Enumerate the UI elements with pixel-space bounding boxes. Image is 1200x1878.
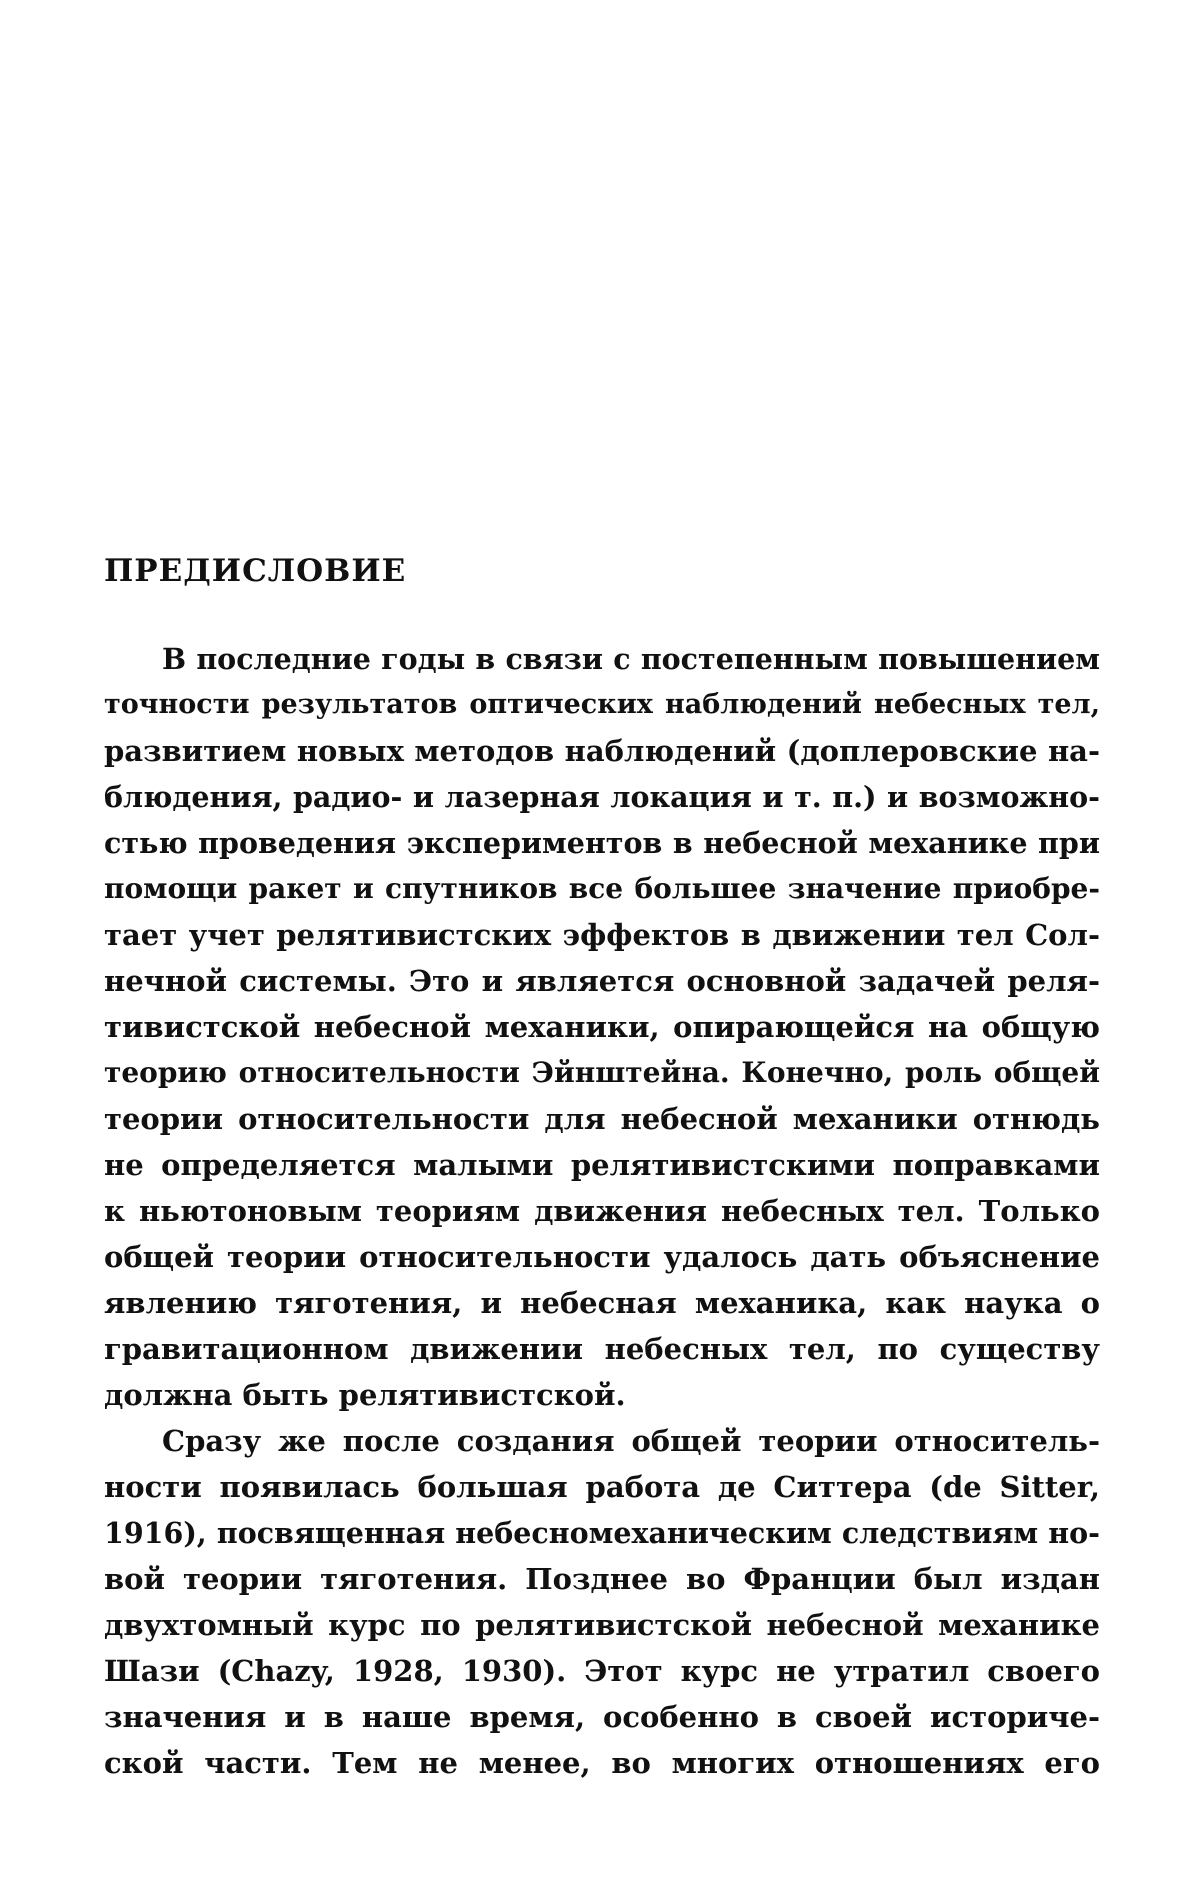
paragraph bbox=[104, 1418, 1100, 1786]
text-line: явлению тяготения, и небесная механика, как наука о bbox=[104, 1286, 1100, 1320]
text-line: ности появилась большая работа де Ситтера (de Sitter, bbox=[104, 1470, 1100, 1504]
text-line: точности результатов оптических наблюдений небесных тел, bbox=[104, 689, 1100, 720]
text-line: нечной системы. Это и является основной задачей реля- bbox=[104, 964, 1100, 998]
text-line: 1916), посвященная небесномеханическим следствиям но- bbox=[104, 1516, 1100, 1550]
text-line: общей теории относительности удалось дать объяснение bbox=[104, 1240, 1100, 1274]
text-line: двухтомный курс по релятивистской небесной механике bbox=[104, 1608, 1100, 1642]
text-line: значения и в наше время, особенно в своей историче- bbox=[104, 1700, 1100, 1734]
text-line: вой теории тяготения. Позднее во Франции был издан bbox=[104, 1562, 1100, 1596]
text-line: стью проведения экспериментов в небесной механике при bbox=[104, 826, 1100, 860]
text-line: ской части. Тем не менее, во многих отношениях его bbox=[104, 1746, 1100, 1780]
text-line: теории относительности для небесной механики отнюдь bbox=[104, 1102, 1100, 1136]
text-line: гравитационном движении небесных тел, по существу bbox=[104, 1332, 1100, 1366]
text-line: тает учет релятивистских эффектов в движении тел Сол- bbox=[104, 918, 1100, 952]
text-line: В последние годы в связи с постепенным повышением bbox=[162, 642, 1100, 676]
text-line: Шази (Chazy, 1928, 1930). Этот курс не утратил своего bbox=[104, 1654, 1100, 1688]
text-line: должна быть релятивистской. bbox=[104, 1378, 626, 1412]
text-line: не определяется малыми релятивистскими поправками bbox=[104, 1148, 1100, 1182]
section-heading: ПРЕДИСЛОВИЕ bbox=[104, 553, 407, 589]
text-line: развитием новых методов наблюдений (доплеровские на- bbox=[104, 734, 1100, 768]
text-line: блюдения, радио- и лазерная локация и т. п.) и возможно- bbox=[104, 780, 1100, 814]
body-text bbox=[104, 636, 1100, 1786]
text-line: теорию относительности Эйнштейна. Конечно, роль общей bbox=[104, 1056, 1100, 1089]
text-line: Сразу же после создания общей теории относитель- bbox=[162, 1424, 1100, 1458]
text-line: помощи ракет и спутников все большее значение приобре- bbox=[104, 872, 1100, 905]
paragraph bbox=[104, 636, 1100, 1418]
text-line: тивистской небесной механики, опирающейся на общую bbox=[104, 1010, 1100, 1044]
text-line: к ньютоновым теориям движения небесных тел. Только bbox=[104, 1194, 1100, 1228]
